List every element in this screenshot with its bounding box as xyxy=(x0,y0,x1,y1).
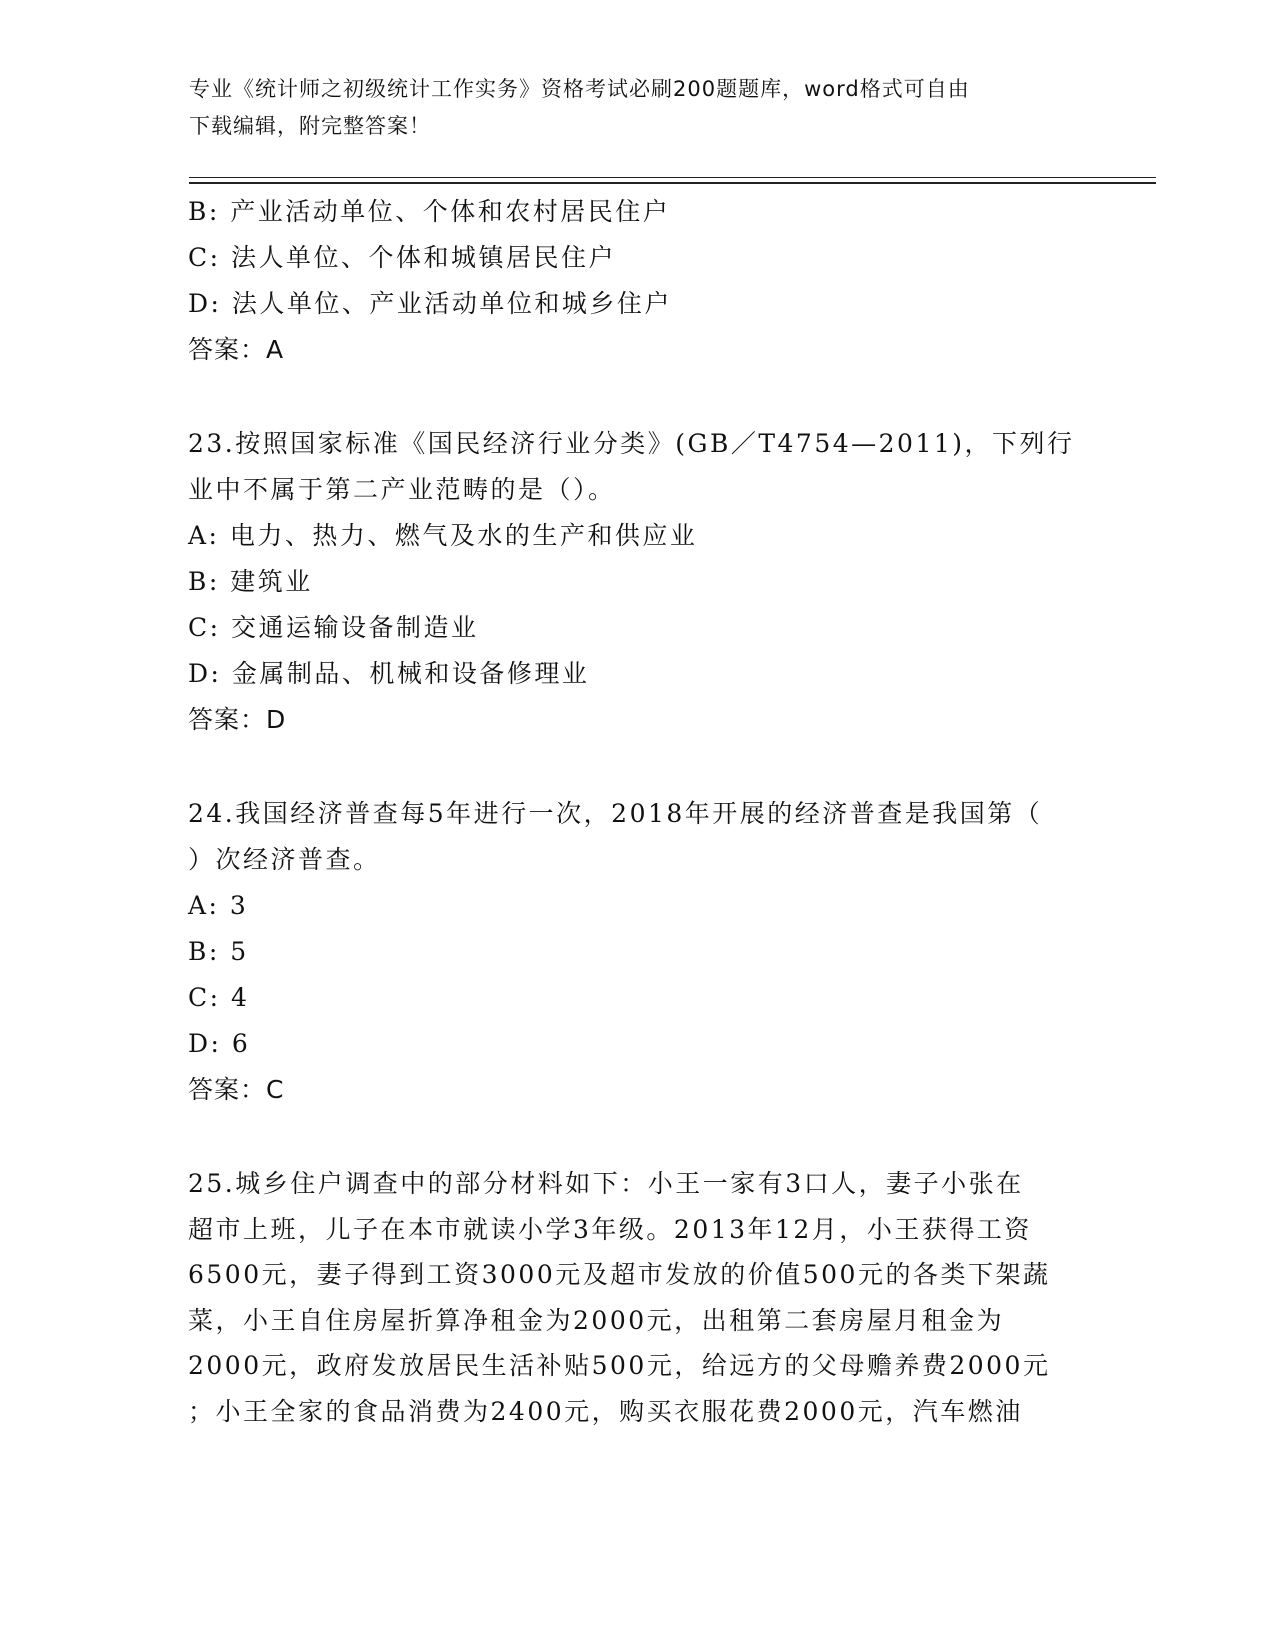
option-d: D: 法人单位、产业活动单位和城乡住户 xyxy=(188,289,672,318)
question-stem-line: 24.我国经济普查每5年进行一次，2018年开展的经济普查是我国第（ xyxy=(188,799,1043,828)
question-stem-line: 超市上班，儿子在本市就读小学3年级。2013年12月，小王获得工资 xyxy=(188,1214,1032,1244)
question-stem-line: 业中不属于第二产业范畴的是（）。 xyxy=(188,475,616,504)
option-b: B: 5 xyxy=(188,937,249,966)
header-line-1: 专业《统计师之初级统计工作实务》资格考试必刷200题题库，word格式可自由 xyxy=(189,77,970,101)
answer: 答案：A xyxy=(188,335,285,364)
header-line-2: 下载编辑，附完整答案！ xyxy=(189,114,431,138)
question-22 xyxy=(188,189,1088,373)
question-stem-line: ；小王全家的食品消费为2400元，购买衣服花费2000元，汽车燃油 xyxy=(188,1396,1023,1426)
question-stem-line: 6500元，妻子得到工资3000元及超市发放的价值500元的各类下架蔬 xyxy=(188,1260,1051,1289)
option-a: A: 3 xyxy=(188,891,249,920)
option-c: C: 4 xyxy=(188,983,250,1012)
answer: 答案：C xyxy=(188,1075,285,1104)
question-stem-line: ）次经济普查。 xyxy=(188,845,381,874)
question-25 xyxy=(188,1161,1088,1434)
question-stem-line: 菜，小王自住房屋折算净租金为2000元，出租第二套房屋月租金为 xyxy=(188,1305,1005,1335)
option-b: B: 建筑业 xyxy=(188,567,313,596)
option-b: B: 产业活动单位、个体和农村居民住户 xyxy=(188,197,671,226)
option-c: C: 交通运输设备制造业 xyxy=(188,613,479,642)
document-header xyxy=(189,71,1089,145)
option-d: D: 6 xyxy=(188,1029,251,1058)
question-24 xyxy=(188,791,1088,1113)
option-c: C: 法人单位、个体和城镇居民住户 xyxy=(188,243,616,272)
question-23 xyxy=(188,421,1088,743)
answer: 答案：D xyxy=(188,705,287,734)
question-list xyxy=(188,189,1088,1434)
option-d: D: 金属制品、机械和设备修理业 xyxy=(188,659,590,688)
question-stem-line: 25.城乡住户调查中的部分材料如下：小王一家有3口人，妻子小张在 xyxy=(188,1169,1024,1198)
option-a: A: 电力、热力、燃气及水的生产和供应业 xyxy=(188,521,698,550)
question-stem-line: 2000元，政府发放居民生活补贴500元，给远方的父母赡养费2000元 xyxy=(188,1351,1051,1380)
header-divider-thin xyxy=(189,177,1156,178)
question-stem-line: 23.按照国家标准《国民经济行业分类》(GB／T4754—2011)，下列行 xyxy=(188,429,1075,458)
header-divider-thick xyxy=(189,182,1156,184)
